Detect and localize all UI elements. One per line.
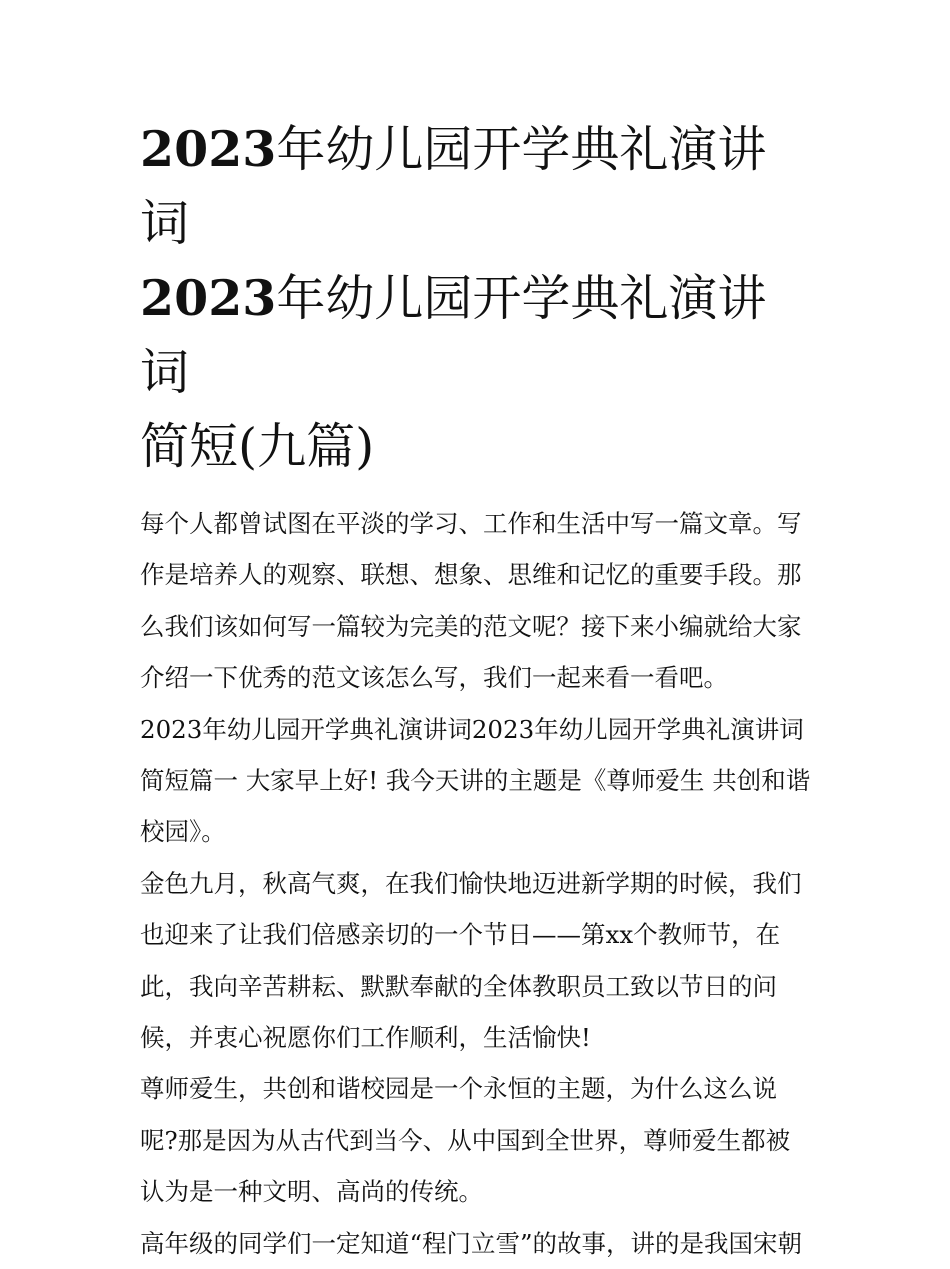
title-text: 年幼儿园开学典礼演讲词: [140, 121, 767, 252]
paragraph: 金色九月，秋高气爽，在我们愉快地迈进新学期的时候，我们也迎来了让我们倍感亲切的一个节日——第xx个教师节，在此，我向辛苦耕耘、默默奉献的全体教职员工致以节日的问候，并衷心祝愿你们工作顺利，生活愉快!: [140, 868, 802, 1053]
paragraph: 每个人都曾试图在平淡的学习、工作和生活中写一篇文章。写作是培养人的观察、联想、想象、思维和记忆的重要手段。那么我们该如何写一篇较为完美的范文呢？接下来小编就给大家介绍一下优秀的范文该怎么写，我们一起来看一看吧。: [140, 509, 802, 693]
title-year: 2023: [140, 120, 277, 178]
title-line-2: [140, 270, 766, 401]
paragraph: 2023年幼儿园开学典礼演讲词2023年幼儿园开学典礼演讲词简短篇一 大家早上好! 我今天讲的主题是《尊师爱生 共创和谐校园》。: [140, 714, 811, 847]
title-line-3: 简短(九篇): [140, 418, 375, 475]
title-line-1: [140, 121, 766, 252]
document-page: [140, 112, 812, 1269]
paragraph: 高年级的同学们一定知道“程门立雪”的故事，讲的是我国宋朝: [140, 1228, 803, 1258]
title-year: 2023: [140, 269, 277, 327]
document-title: [140, 112, 812, 484]
title-text: 年幼儿园开学典礼演讲词: [140, 270, 767, 401]
document-body: [140, 498, 812, 1269]
paragraph: 尊师爱生，共创和谐校园是一个永恒的主题，为什么这么说呢?那是因为从古代到当今、从中国到全世界，尊师爱生都被认为是一种文明、高尚的传统。: [140, 1074, 791, 1207]
